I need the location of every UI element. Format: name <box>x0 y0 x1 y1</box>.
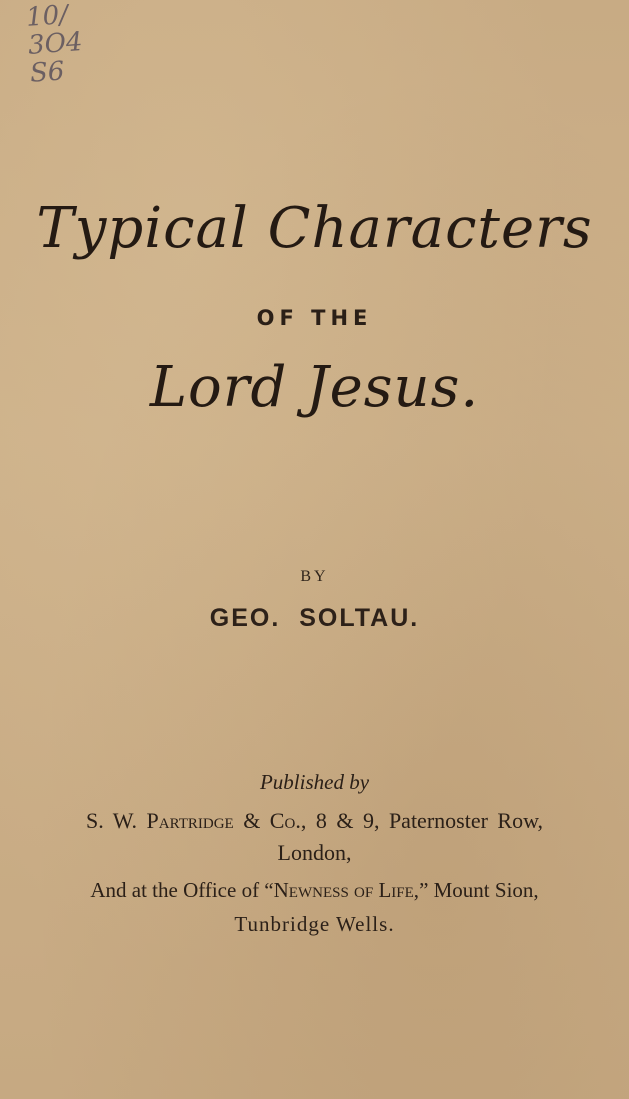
publisher-line <box>0 808 629 834</box>
publisher-address: 8 & 9, Paternoster Row, <box>315 808 544 833</box>
shelf-mark-line: 10/ <box>25 0 69 33</box>
title-line-1: Typical Characters <box>36 196 593 261</box>
office-prefix: And at the Office of “ <box>90 878 274 902</box>
shelf-mark-line: 3O4 <box>27 27 84 61</box>
author-name: GEO. SOLTAU. <box>209 604 420 632</box>
office-suffix: ” Mount Sion, <box>419 878 539 902</box>
published-by-label: Published by <box>259 770 370 794</box>
handwritten-shelf-mark <box>25 0 141 88</box>
title-line-3: Lord Jesus. <box>149 355 480 420</box>
office-line <box>0 878 629 903</box>
shelf-mark-line: S6 <box>29 56 66 89</box>
publisher-name: S. W. Partridge & Co., <box>85 808 307 833</box>
by-label: BY <box>300 568 329 585</box>
town-line: Tunbridge Wells. <box>234 912 395 936</box>
title-line-2: OF THE <box>256 306 373 330</box>
office-name: Newness of Life, <box>273 878 420 902</box>
city-line: London, <box>277 840 352 865</box>
